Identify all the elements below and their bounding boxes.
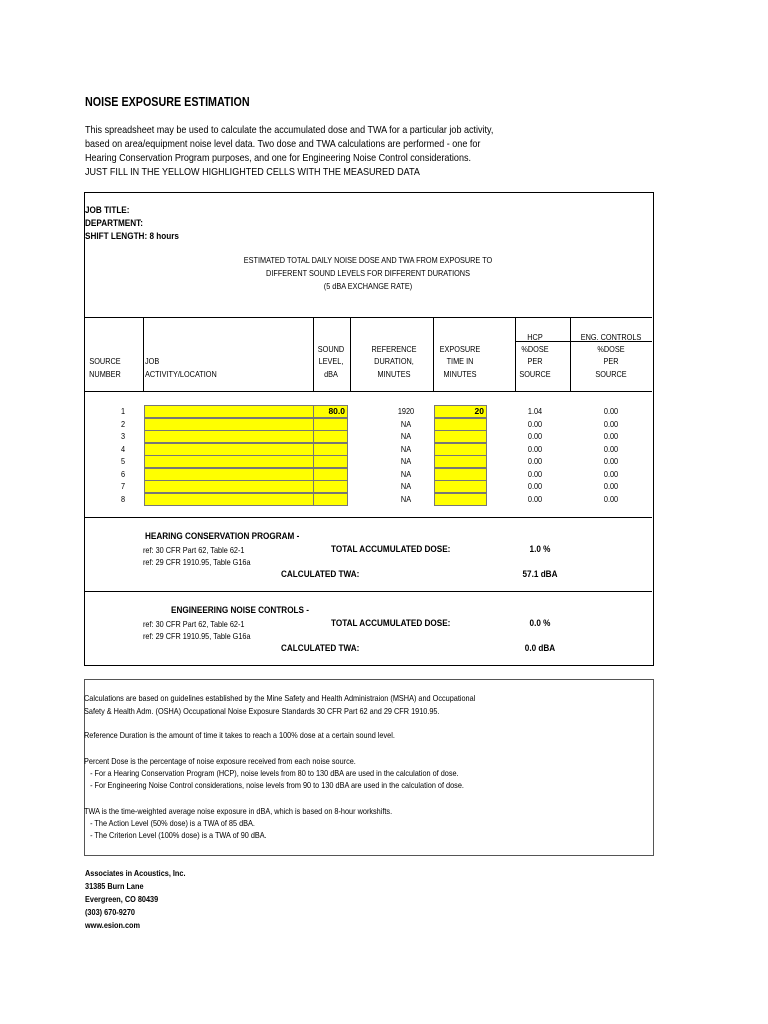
- col-divider: [515, 317, 516, 392]
- col-eng-4: SOURCE: [595, 369, 627, 379]
- exposure-time-value: 20: [474, 406, 484, 416]
- col-job-2: ACTIVITY/LOCATION: [145, 369, 217, 379]
- intro-line-3: Hearing Conservation Program purposes, and one for Engineering Noise Control considerations.: [85, 152, 472, 164]
- exposure-time-input[interactable]: [434, 443, 487, 456]
- exposure-time-input[interactable]: [434, 493, 487, 506]
- hcp-dose-per-source: 0.00: [527, 443, 543, 454]
- col-hcp-4: SOURCE: [519, 369, 551, 379]
- job-activity-input[interactable]: [144, 405, 314, 418]
- page-title: NOISE EXPOSURE ESTIMATION: [85, 95, 250, 109]
- exposure-time-input[interactable]: [434, 455, 487, 468]
- intro-line-1: This spreadsheet may be used to calculate the accumulated dose and TWA for a particular job activity,: [85, 124, 494, 136]
- reference-duration: NA: [400, 431, 412, 441]
- col-sound-3: dBA: [324, 369, 338, 379]
- divider: [85, 591, 652, 592]
- note-line: Reference Duration is the amount of time it takes to reach a 100% dose at a certain sound level.: [84, 730, 395, 740]
- note-line: Percent Dose is the percentage of noise exposure received from each noise source.: [84, 756, 356, 766]
- shift-length-label: SHIFT LENGTH: 8 hours: [85, 231, 179, 242]
- sound-level-input[interactable]: [313, 480, 348, 493]
- source-number: 7: [120, 481, 126, 491]
- eng-dose-per-source: 0.00: [603, 456, 619, 466]
- exposure-time-input[interactable]: [434, 430, 487, 443]
- eng-ref-2: ref: 29 CFR 1910.95, Table G16a: [143, 631, 251, 641]
- note-line: - The Action Level (50% dose) is a TWA of 85 dBA.: [84, 818, 255, 828]
- eng-twa-value: 0.0 dBA: [524, 643, 556, 654]
- sound-level-input[interactable]: [313, 443, 348, 456]
- job-activity-input[interactable]: [144, 493, 314, 506]
- col-sound-2: LEVEL,: [318, 356, 344, 366]
- job-activity-input[interactable]: [144, 418, 314, 431]
- department-label: DEPARTMENT:: [85, 218, 143, 229]
- divider: [85, 391, 652, 392]
- company-city: Evergreen, CO 80439: [85, 894, 159, 904]
- eng-heading: ENGINEERING NOISE CONTROLS -: [171, 605, 310, 616]
- intro-line-2: based on area/equipment noise level data. Two dose and TWA calculations are performed - one for: [85, 138, 481, 150]
- exposure-time-input[interactable]: [434, 405, 487, 418]
- note-line: - The Criterion Level (100% dose) is a TWA of 90 dBA.: [84, 830, 267, 840]
- col-source-1: SOURCE: [89, 356, 121, 366]
- exposure-time-input[interactable]: [434, 480, 487, 493]
- company-website[interactable]: www.esion.com: [85, 920, 140, 930]
- job-activity-input[interactable]: [144, 455, 314, 468]
- hcp-heading: HEARING CONSERVATION PROGRAM -: [145, 531, 300, 542]
- col-eng-1: ENG. CONTROLS: [580, 332, 642, 342]
- col-divider: [433, 317, 434, 392]
- col-divider: [350, 317, 351, 392]
- col-source-2: NUMBER: [89, 369, 121, 379]
- divider: [85, 517, 652, 518]
- company-phone: (303) 670-9270: [85, 907, 136, 917]
- eng-dose-per-source: 0.00: [603, 418, 619, 429]
- sound-level-input[interactable]: [313, 418, 348, 431]
- note-line: Safety & Health Adm. (OSHA) Occupational Noise Exposure Standards 30 CFR Part 62 and 29 CFR 1910.95.: [84, 706, 440, 716]
- exposure-time-input[interactable]: [434, 468, 487, 481]
- hcp-dose-per-source: 0.00: [527, 493, 543, 504]
- col-hcp-2: %DOSE: [521, 344, 549, 354]
- company-street: 31385 Burn Lane: [85, 881, 144, 891]
- source-number: 6: [120, 468, 126, 479]
- eng-dose-per-source: 0.00: [603, 431, 619, 441]
- hcp-ref-1: ref: 30 CFR Part 62, Table 62-1: [143, 545, 245, 555]
- reference-duration: NA: [400, 481, 412, 491]
- sound-level-input[interactable]: [313, 468, 348, 481]
- hcp-ref-2: ref: 29 CFR 1910.95, Table G16a: [143, 557, 251, 567]
- reference-duration: NA: [400, 468, 412, 479]
- source-number: 4: [120, 443, 126, 454]
- reference-duration: 1920: [397, 406, 415, 416]
- hcp-dose-per-source: 0.00: [527, 456, 543, 466]
- divider: [85, 317, 652, 318]
- eng-dose-value: 0.0 %: [529, 618, 551, 629]
- eng-dose-per-source: 0.00: [603, 481, 619, 491]
- col-divider: [313, 317, 314, 392]
- hcp-dose-per-source: 1.04: [527, 406, 543, 416]
- eng-dose-per-source: 0.00: [603, 443, 619, 454]
- reference-duration: NA: [400, 443, 412, 454]
- col-exposure-2: TIME IN: [446, 356, 474, 366]
- col-hcp-3: PER: [527, 356, 543, 366]
- sound-level-input[interactable]: [313, 405, 348, 418]
- col-job-1: JOB: [145, 356, 160, 366]
- sound-level-input[interactable]: [313, 493, 348, 506]
- source-number: 3: [120, 431, 126, 441]
- eng-ref-1: ref: 30 CFR Part 62, Table 62-1: [143, 619, 245, 629]
- source-number: 5: [120, 456, 126, 466]
- hcp-dose-per-source: 0.00: [527, 468, 543, 479]
- job-activity-input[interactable]: [144, 443, 314, 456]
- col-reference-3: MINUTES: [377, 369, 411, 379]
- hcp-twa-value: 57.1 dBA: [522, 569, 558, 580]
- col-exposure-3: MINUTES: [443, 369, 477, 379]
- estimate-heading-1: ESTIMATED TOTAL DAILY NOISE DOSE AND TWA FROM EXPOSURE TO: [243, 255, 493, 265]
- reference-duration: NA: [400, 418, 412, 429]
- col-reference-2: DURATION,: [374, 356, 414, 366]
- company-name: Associates in Acoustics, Inc.: [85, 868, 186, 878]
- job-activity-input[interactable]: [144, 480, 314, 493]
- hcp-dose-value: 1.0 %: [529, 544, 551, 555]
- col-eng-2: %DOSE: [597, 344, 625, 354]
- col-divider: [143, 317, 144, 392]
- eng-dose-label: TOTAL ACCUMULATED DOSE:: [331, 618, 451, 629]
- intro-line-4: JUST FILL IN THE YELLOW HIGHLIGHTED CELLS WITH THE MEASURED DATA: [85, 166, 420, 178]
- exposure-time-input[interactable]: [434, 418, 487, 431]
- sound-level-input[interactable]: [313, 455, 348, 468]
- col-eng-3: PER: [603, 356, 619, 366]
- note-line: Calculations are based on guidelines established by the Mine Safety and Health Administraion (MSHA) and Occupational: [84, 693, 476, 703]
- note-line: - For a Hearing Conservation Program (HCP), noise levels from 80 to 130 dBA are used in the calculation of dose.: [84, 768, 459, 778]
- estimate-heading-2: DIFFERENT SOUND LEVELS FOR DIFFERENT DURATIONS: [266, 268, 470, 278]
- estimate-heading-3: (5 dBA EXCHANGE RATE): [323, 281, 413, 291]
- eng-dose-per-source: 0.00: [603, 468, 619, 479]
- col-hcp-1: HCP: [527, 332, 543, 342]
- hcp-dose-label: TOTAL ACCUMULATED DOSE:: [331, 544, 451, 555]
- job-title-label: JOB TITLE:: [85, 205, 130, 216]
- col-reference-1: REFERENCE: [371, 344, 417, 354]
- hcp-twa-label: CALCULATED TWA:: [281, 569, 360, 580]
- source-number: 2: [120, 418, 126, 429]
- sound-level-input[interactable]: [313, 430, 348, 443]
- col-sound-1: SOUND: [317, 344, 345, 354]
- sound-level-value: 80.0: [328, 406, 345, 416]
- reference-duration: NA: [400, 456, 412, 466]
- col-divider: [570, 317, 571, 392]
- hcp-dose-per-source: 0.00: [527, 431, 543, 441]
- eng-dose-per-source: 0.00: [603, 406, 619, 416]
- note-line: - For Engineering Noise Control considerations, noise levels from 90 to 130 dBA are used in the calculation of dose.: [84, 780, 464, 790]
- source-number: 1: [120, 406, 126, 416]
- hcp-dose-per-source: 0.00: [527, 481, 543, 491]
- job-activity-input[interactable]: [144, 468, 314, 481]
- reference-duration: NA: [400, 493, 412, 504]
- col-exposure-1: EXPOSURE: [439, 344, 481, 354]
- hcp-dose-per-source: 0.00: [527, 418, 543, 429]
- eng-twa-label: CALCULATED TWA:: [281, 643, 360, 654]
- eng-dose-per-source: 0.00: [603, 493, 619, 504]
- job-activity-input[interactable]: [144, 430, 314, 443]
- note-line: TWA is the time-weighted average noise exposure in dBA, which is based on 8-hour workshifts.: [84, 806, 393, 816]
- source-number: 8: [120, 493, 126, 504]
